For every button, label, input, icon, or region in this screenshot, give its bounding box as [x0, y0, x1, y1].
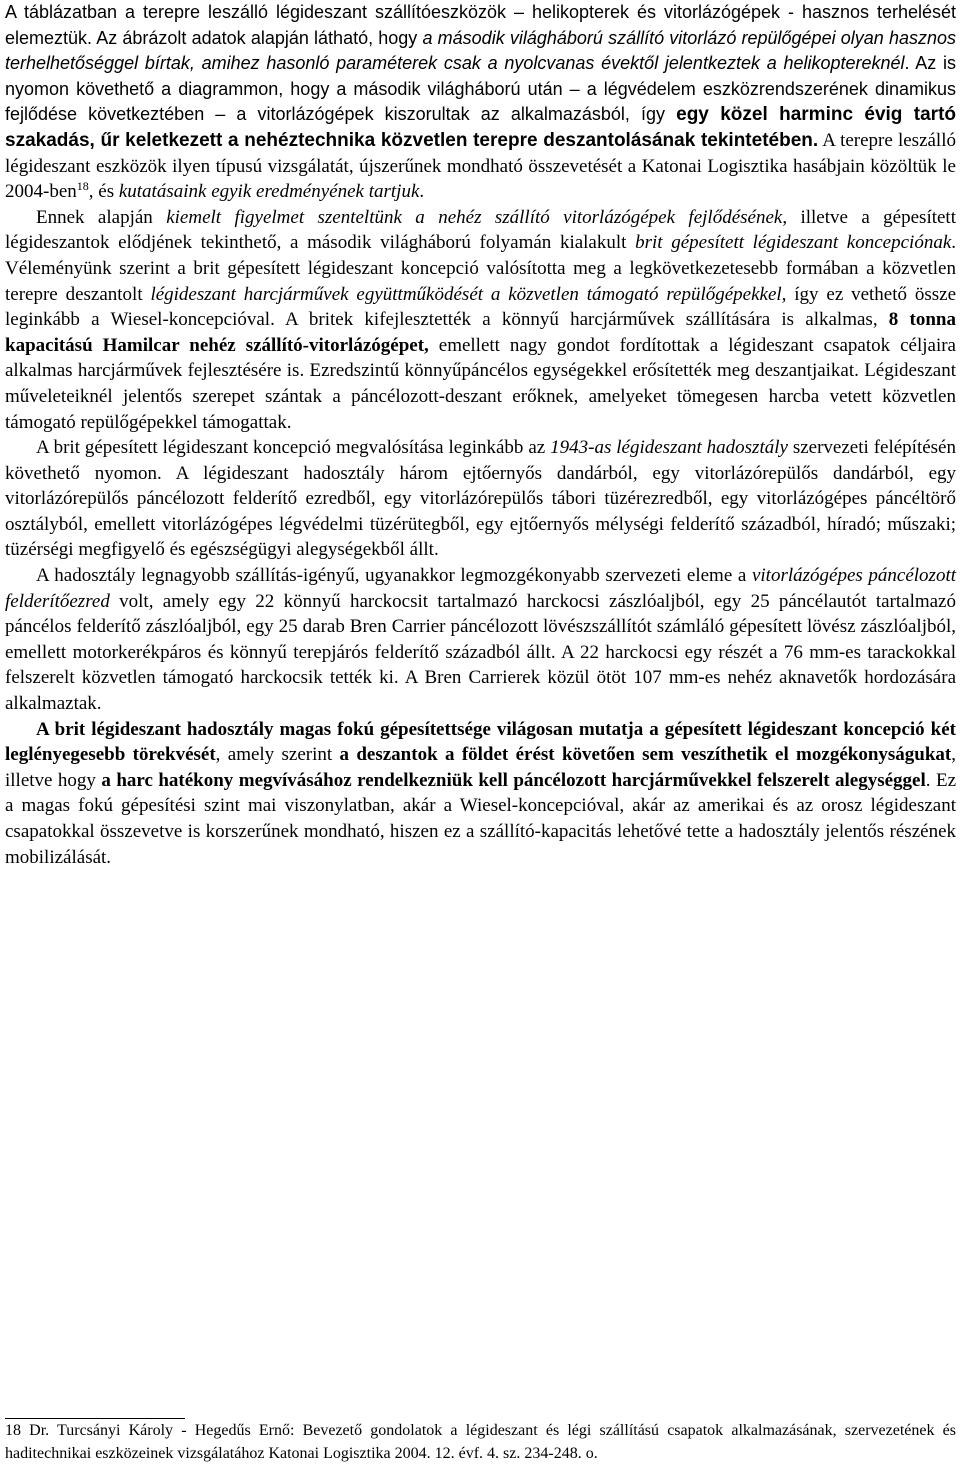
paragraph-2-opinion: . Véleményünk szerint a brit gépesített légideszant koncepció valósította meg a legkövetkezetesebb formában a közvetlen terepre deszantolt: [5, 232, 956, 305]
paragraph-1-key-finding: egy közel harminc évig tartó szakadás, űr keletkezett a nehéztechnika közvetlen terepre deszantolásának tekintetében.: [5, 104, 956, 151]
paragraph-2-end: emellett nagy gondot fordítottak a légideszant csapatok céljaira alkalmas harcjárművek fejlesztésére is. Ezredszintű könnyűpáncélos egységekkel erősítették meg deszantjaikat. Légideszant műveleteiknél jelentős szerepet szántak a páncélozott-deszant erőknek, amelyeket tömegesen harcba vetett közvetlen támogató repülőgépekkel támogattak.: [5, 334, 956, 433]
paragraph-1-end: .: [419, 181, 425, 203]
paragraph-1-publication: A terepre leszálló légideszant eszközök ilyen típusú vizsgálatát, újszerűnek mondható összevetését a Katonai Logisztika hasábjain közöltük le 2004-ben: [5, 129, 956, 203]
paragraph-2-focus: kiemelt figyelmet szenteltünk a nehéz szállító vitorlázógépek fejlődésének: [166, 206, 783, 228]
paragraph-5: [5, 717, 956, 871]
paragraph-4: [5, 563, 956, 717]
paragraph-3-structure: szervezeti felépítésén követhető nyomon. A légideszant hadosztály három ejtőernyős dandárból, egy vitorlázórepülős dandárból, egy vitorlázórepülős páncélozott felderítő ezredből, egy vitorlázórepülős tábori tüzérezredből, egy vitorlázógépes páncéltörő osztályból, emellett vitorlázógépes légvédelmi tüzérütegből, egy ejtőernyős mélységi felderítő századból, híradó; műszaki; tüzérségi megfigyelő és egészségügyi alegységekből állt.: [5, 437, 956, 561]
paragraph-1: [5, 0, 956, 205]
footnote: [5, 1420, 956, 1465]
paragraph-3-division: 1943-as légideszant hadosztály: [550, 437, 788, 459]
paragraph-2-text: , illetve a gépesített légideszantok elődjének tekinthető, a második világháború folyamán kialakult: [5, 206, 956, 254]
footnote-separator: [5, 1418, 185, 1419]
paragraph-1-diagram-note: . Az is nyomon követhető a diagrammon, hogy a második világháború után – a légvédelem eszközrendszerének dinamikus fejlődése következtében – a vitorlázógépek kiszorultak az alkalmazásból, így: [5, 53, 957, 125]
paragraph-3-intro: A brit gépesített légideszant koncepció megvalósítása leginkább az: [36, 437, 551, 459]
paragraph-2-wiesel: így ez vethető össze leginkább a Wiesel-koncepcióval. A britek kifejlesztették a könnyű harcjárművek szállítására is alkalmas,: [5, 283, 956, 331]
paragraph-2-cooperation: légideszant harcjárművek együttműködését a közvetlen támogató repülőgépekkel,: [150, 283, 787, 305]
paragraph-2-british-concept: brit gépesített légideszant koncepciónak: [635, 232, 952, 254]
paragraph-2: [5, 205, 956, 435]
paragraph-4-intro: A hadosztály legnagyobb szállítás-igényű, ugyanakkor legmozgékonyabb szervezeti eleme a: [36, 565, 752, 587]
paragraph-5-end: . Ez a magas fokú gépesítési szint mai viszonylatban, akár a Wiesel-koncepcióval, akár az amerikai és az orosz légideszant csapatokkal összevetve is korszerűnek mondható, hiszen ez a szállító-kapacitás lehetővé tette a hadosztály jelentős részének mobilizálását.: [5, 769, 956, 868]
paragraph-1-result: kutatásaink egyik eredményének tartjuk: [118, 181, 420, 203]
paragraph-4-regiment: vitorlázógépes páncélozott felderítőezred: [5, 565, 956, 612]
paragraph-2-hamilcar: 8 tonna kapacitású Hamilcar nehéz szállító-vitorlázógépet,: [5, 309, 956, 356]
paragraph-5-connector-1: , amely szerint: [215, 744, 340, 766]
paragraph-1-connector: , és: [88, 181, 119, 203]
paragraph-2-intro: Ennek alapján: [36, 206, 167, 228]
paragraph-4-composition: volt, amely egy 22 könnyű harckocsit tartalmazó harckocsi zászlóaljból, egy 25 páncélautót tartalmazó páncélos felderítő zászlóaljból, egy 25 darab Bren Carrier páncélozott lövészszállítót számláló gépesített lövész zászlóaljból, emellett motorkerékpáros és könnyű terepjárós felderítő századból állt. A 22 harckocsi egy részét a 76 mm-es tarackokkal felszerelt közvetlen támogató harckocsik tették ki. A Bren Carrierek közül ötöt 107 mm-es nehéz aknavetők hordozására alkalmaztak.: [5, 590, 956, 715]
document-body: [5, 0, 956, 870]
paragraph-5-connector-2: , illetve hogy: [5, 744, 956, 791]
footnote-reference: 18: [76, 179, 89, 194]
paragraph-5-thesis: A brit légideszant hadosztály magas fokú gépesítettsége világosan mutatja a gépesített légideszant koncepció két leglényegesebb törekvését: [5, 718, 956, 766]
footnote-text: Dr. Turcsányi Károly - Hegedűs Ernő: Bevezető gondolatok a légideszant és légi szállítású csapatok alkalmazásának, szervezetének és haditechnikai eszközeinek vizsgálatához Katonai Logisztika 2004. 12. évf. 4. sz. 234-248. o.: [5, 1422, 956, 1462]
paragraph-5-mobility: a deszantok a földet érést követően sem veszíthetik el mozgékonyságukat: [339, 744, 952, 766]
paragraph-5-armored: a harc hatékony megvívásához rendelkezniük kell páncélozott harcjárművekkel felszerelt alegységgel: [101, 769, 926, 791]
footnote-number: 18: [5, 1422, 21, 1439]
paragraph-3: [5, 435, 956, 563]
paragraph-1-intro: A táblázatban a terepre leszálló légideszant szállítóeszközök – helikopterek és vitorlázógépek - hasznos terhelését elemeztük. Az ábrázolt adatok alapján látható, hogy: [5, 2, 956, 48]
paragraph-1-highlight: a második világháború szállító vitorlázó repülőgépei olyan hasznos terhelhetőséggel bírtak, amihez hasonló paraméterek csak a nyolcvanas évektől jelentkeztek a helikoptereknél: [5, 27, 956, 74]
